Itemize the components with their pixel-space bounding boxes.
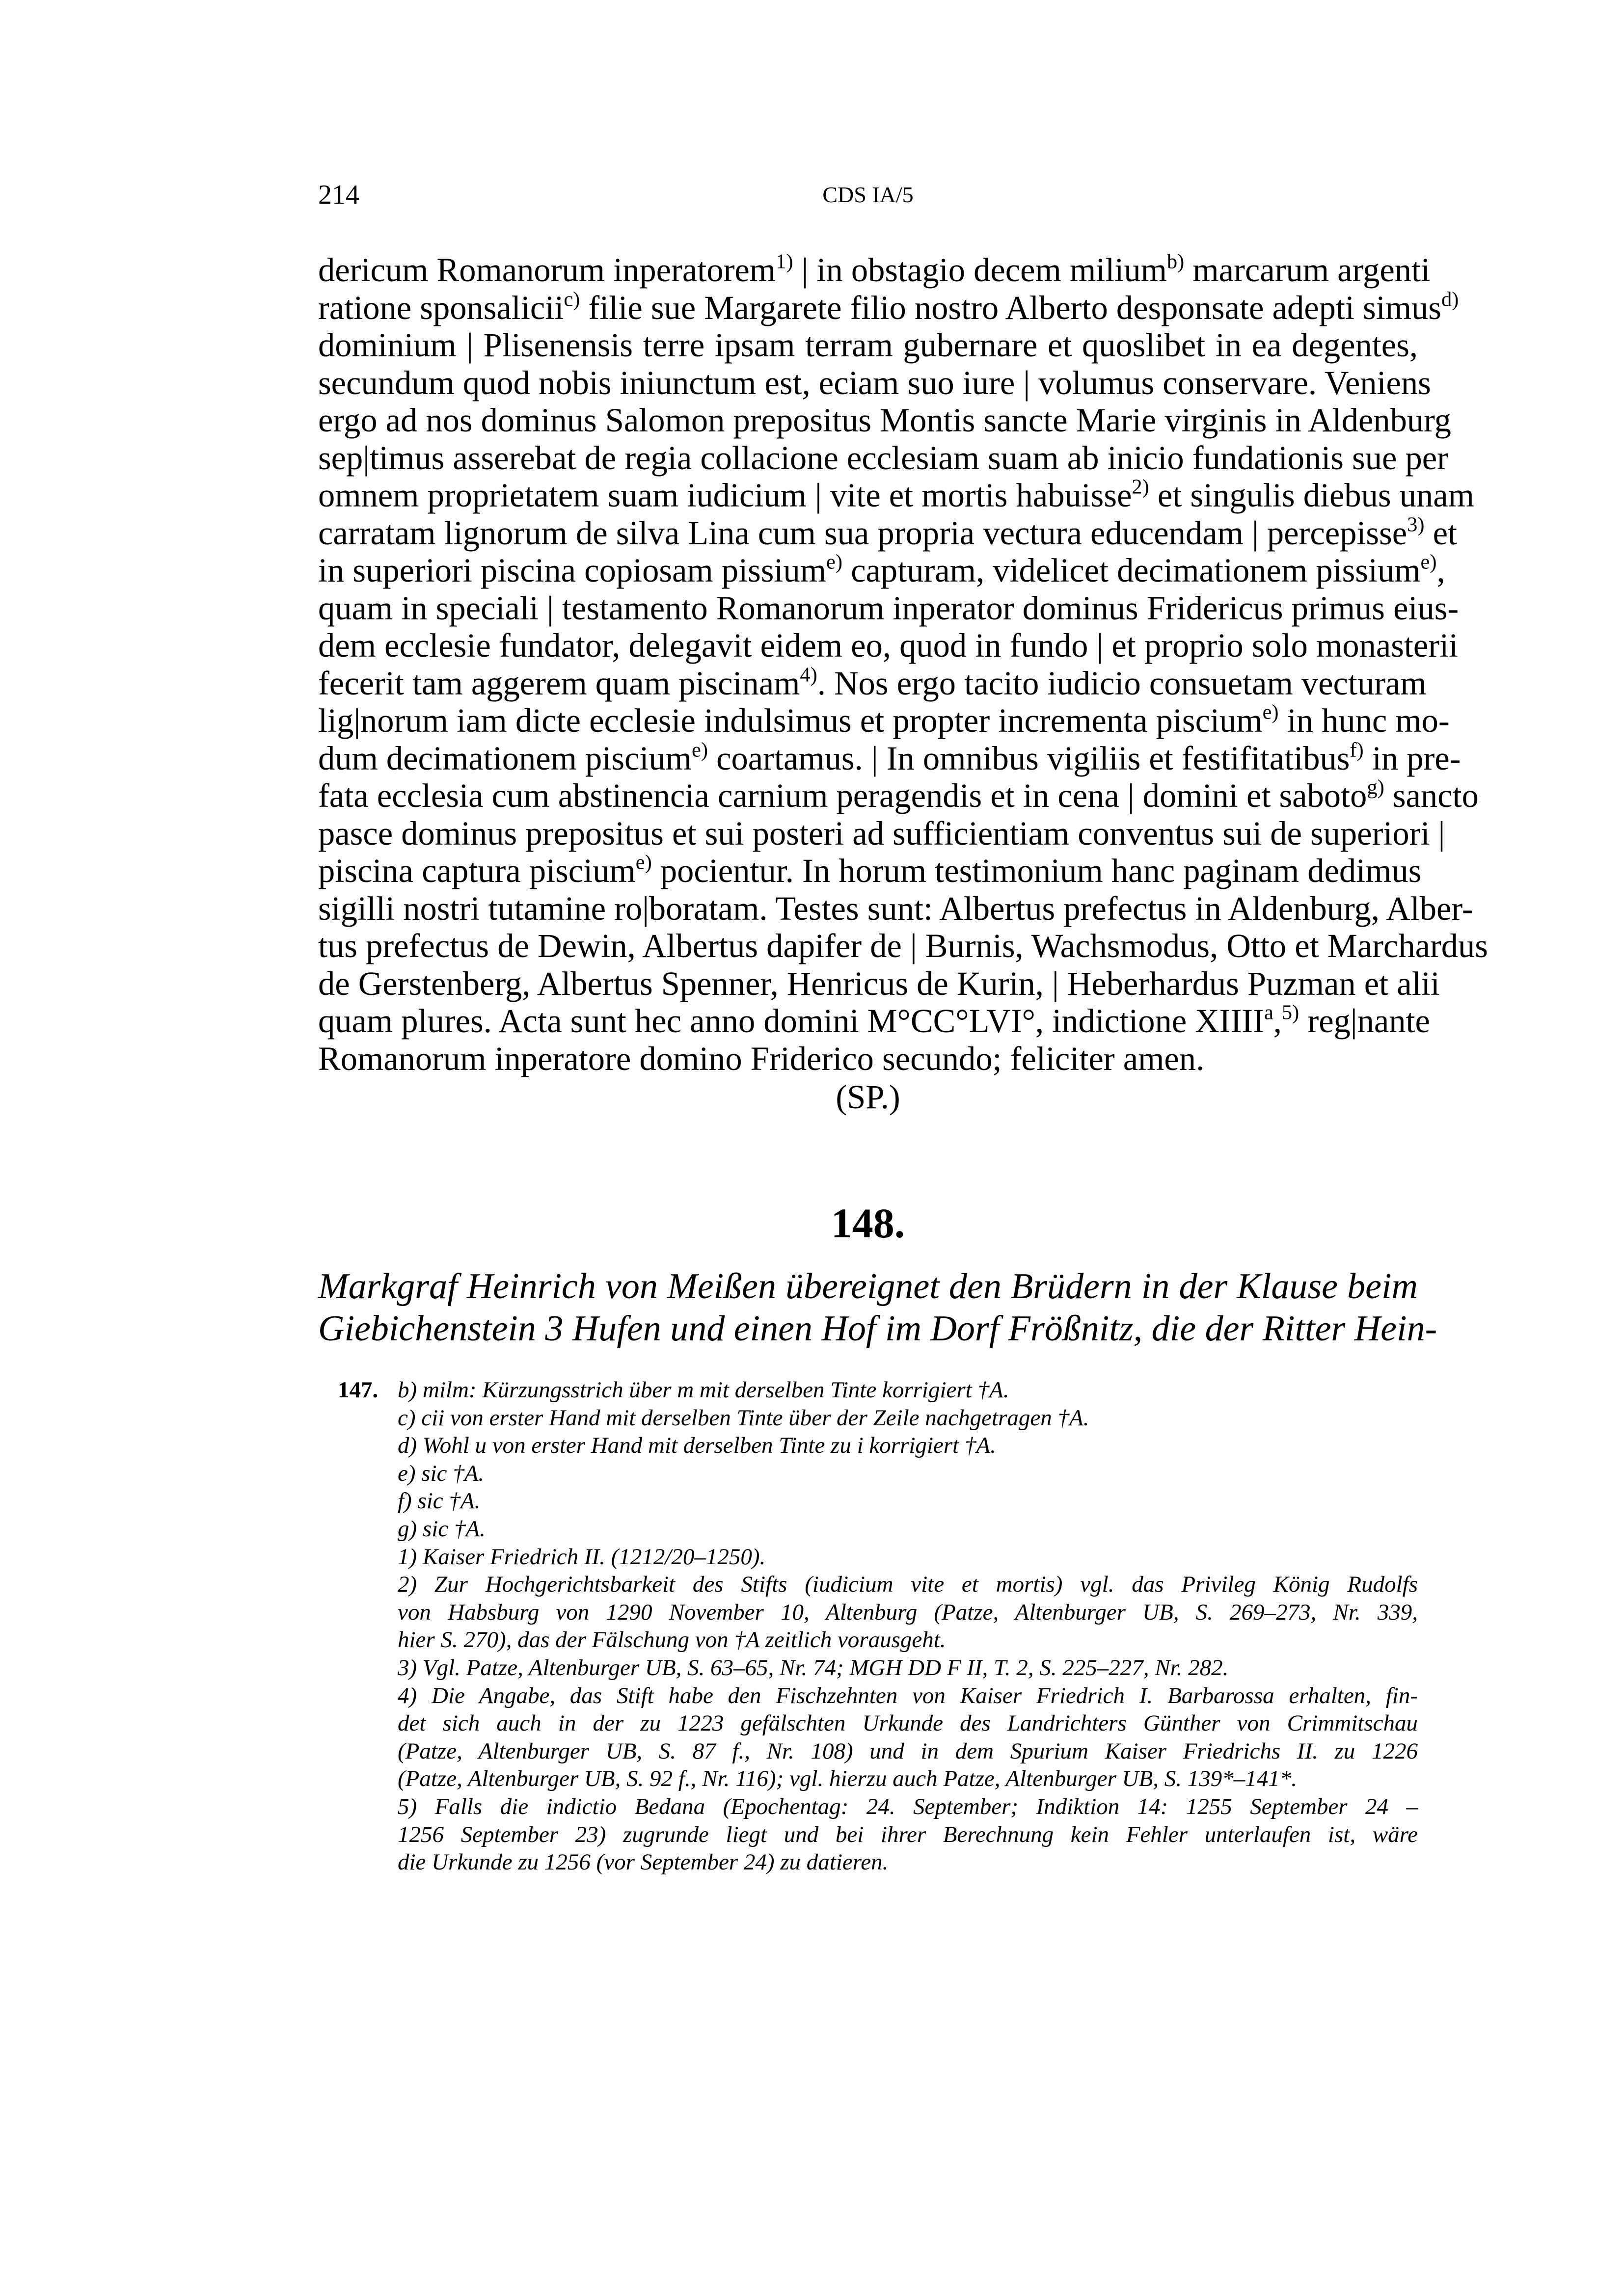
text-run: capturam, videlicet decimationem pissium xyxy=(842,552,1421,589)
text-run: de Gerstenberg, Albertus Spenner, Henricus de Kurin, | Heberhardus Puzman et alii xyxy=(318,964,1440,1002)
text-line xyxy=(318,288,1459,327)
text-line xyxy=(318,889,1473,928)
text-line xyxy=(318,1001,1430,1040)
footnote-marker: c) xyxy=(564,288,580,311)
text-run: dericum Romanorum inperatorem xyxy=(318,251,776,289)
footnote-line xyxy=(318,1737,1418,1765)
page-number: 214 xyxy=(318,180,359,210)
footnote-line xyxy=(318,1571,1418,1599)
text-line xyxy=(318,627,1459,665)
regest-summary xyxy=(318,1265,1437,1350)
text-run: marcarum argenti xyxy=(1184,251,1431,289)
text-run: in pre- xyxy=(1363,739,1461,777)
regest-line: Giebichenstein 3 Hufen und einen Hof im Dorf Frößnitz, die der Ritter Hein- xyxy=(318,1308,1437,1349)
text-run: Romanorum inperatore domino Friderico secundo; feliciter amen. xyxy=(318,1040,1205,1077)
text-run: tus prefectus de Dewin, Albertus dapifer de | Burnis, Wachsmodus, Otto et Marchardus xyxy=(318,927,1488,964)
footnote-text: e) sic †A. xyxy=(398,1460,485,1486)
footnote-text: 3) Vgl. Patze, Altenburger UB, S. 63–65, Nr. 74; MGH DD F II, T. 2, S. 225–227, Nr. 282. xyxy=(398,1655,1229,1681)
footnote-line xyxy=(318,1765,1418,1793)
footnote-text: von Habsburg von 1290 November 10, Altenburg (Patze, Altenburger UB, S. 269–273, Nr. 339, xyxy=(398,1599,1418,1625)
text-line xyxy=(318,927,1488,965)
footnote-marker: b) xyxy=(1166,250,1185,273)
charter-text xyxy=(318,250,1488,1116)
text-run: reg|nante xyxy=(1299,1002,1430,1040)
footnote-line xyxy=(318,1848,1418,1876)
text-run: filie sue Margarete filio nostro Alberto desponsate adepti simus xyxy=(580,289,1441,326)
footnote-line xyxy=(318,1821,1418,1849)
text-line xyxy=(318,401,1451,439)
footnote-marker: 3) xyxy=(1407,513,1425,536)
footnote-marker: g) xyxy=(1367,775,1384,799)
footnote-line xyxy=(318,1543,1418,1571)
footnote-line xyxy=(318,1793,1418,1821)
footnote-text: 1) Kaiser Friedrich II. (1212/20–1250). xyxy=(398,1544,766,1570)
text-line xyxy=(318,738,1461,777)
text-line xyxy=(318,364,1431,402)
text-line xyxy=(318,700,1450,740)
text-run: ratione sponsalicii xyxy=(318,289,564,326)
regest-line: Markgraf Heinrich von Meißen übereignet den Brüdern in der Klause beim xyxy=(318,1266,1418,1307)
text-run: et singulis diebus unam xyxy=(1149,477,1474,514)
footnote-text: 5) Falls die indictio Bedana (Epochentag: 24. September; Indiktion 14: 1255 September 24 – xyxy=(398,1793,1418,1819)
text-run: , xyxy=(1273,1002,1282,1040)
footnote-marker: a xyxy=(1264,1001,1273,1024)
footnote-line xyxy=(318,1654,1418,1682)
footnote-marker: d) xyxy=(1441,288,1459,311)
text-run: omnem proprietatem suam iudicium | vite et mortis habuisse xyxy=(318,477,1132,514)
text-run: quam plures. Acta sunt hec anno domini M°CC°LVI°, indictione XIIII xyxy=(318,1002,1264,1040)
text-run: sep|timus asserebat de regia collacione ecclesiam suam ab inicio fundationis sue per xyxy=(318,439,1448,477)
footnote-marker: 2) xyxy=(1132,475,1149,499)
text-run: ergo ad nos dominus Salomon prepositus Montis sancte Marie virginis in Aldenburg xyxy=(318,401,1451,439)
footnote-line xyxy=(318,1432,1418,1460)
footnote-marker: e) xyxy=(826,550,842,574)
footnote-text: (Patze, Altenburger UB, S. 92 f., Nr. 116); vgl. hierzu auch Patze, Altenburger UB, S. 139*–141*. xyxy=(398,1766,1297,1792)
footnote-line xyxy=(318,1599,1418,1627)
text-line xyxy=(318,964,1440,1003)
footnote-text: f) sic †A. xyxy=(398,1488,481,1514)
text-run: coartamus. | In omnibus vigiliis et festifitatibus xyxy=(707,739,1350,777)
footnote-line xyxy=(318,1376,1418,1404)
text-run: dum decimationem piscium xyxy=(318,739,692,777)
footnote-line xyxy=(318,1404,1418,1432)
footnote-marker: 1) xyxy=(776,250,793,273)
footnote-text: die Urkunde zu 1256 (vor September 24) zu datieren. xyxy=(398,1849,889,1875)
footnote-marker: e) xyxy=(1420,550,1437,574)
text-line xyxy=(318,475,1474,514)
footnote-marker: e) xyxy=(1262,700,1279,724)
footnote-marker: 4) xyxy=(800,663,817,687)
text-line xyxy=(318,589,1459,627)
footnote-text: det sich auch in der zu 1223 gefälschten Urkunde des Landrichters Günther von Crimmitschau xyxy=(398,1710,1418,1736)
footnote-text: g) sic †A. xyxy=(398,1516,486,1542)
footnote-line xyxy=(318,1626,1418,1654)
text-line xyxy=(318,439,1448,477)
footnote-ref-number: 147. xyxy=(338,1377,379,1403)
text-line xyxy=(318,775,1479,815)
footnote-line xyxy=(318,1460,1418,1488)
text-line xyxy=(318,250,1431,289)
text-run: in hunc mo- xyxy=(1278,702,1450,739)
text-run: carratam lignorum de silva Lina cum sua propria vectura educendam | percepisse xyxy=(318,514,1407,552)
text-line xyxy=(318,1040,1418,1078)
footnote-text: d) Wohl u von erster Hand mit derselben Tinte zu i korrigiert †A. xyxy=(398,1433,996,1459)
text-run: . Nos ergo tacito iudicio consuetam vecturam xyxy=(817,664,1427,702)
footnote-text: b) milm: Kürzungsstrich über m mit derselben Tinte korrigiert †A. xyxy=(398,1377,1009,1403)
text-line xyxy=(318,513,1458,552)
text-run: quam in speciali | testamento Romanorum inperator dominus Fridericus primus eius- xyxy=(318,589,1459,627)
footnote-text: 4) Die Angabe, das Stift habe den Fischzehnten von Kaiser Friedrich I. Barbarossa erhalten, fin- xyxy=(398,1682,1418,1709)
text-run: lig|norum iam dicte ecclesie indulsimus et propter incrementa piscium xyxy=(318,702,1263,739)
footnotes xyxy=(318,1376,1418,1876)
footnote-line xyxy=(318,1487,1418,1515)
footnote-text: (Patze, Altenburger UB, S. 87 f., Nr. 108) und in dem Spurium Kaiser Friedrichs II. zu 1226 xyxy=(398,1738,1418,1764)
seal-mark: (SP.) xyxy=(836,1078,900,1116)
text-line xyxy=(318,814,1445,853)
text-run: et xyxy=(1424,514,1458,552)
footnote-text: hier S. 270), das der Fälschung von †A zeitlich vorausgeht. xyxy=(398,1627,946,1653)
text-run: fata ecclesia cum abstinencia carnium peragendis et in cena | domini et saboto xyxy=(318,777,1367,814)
footnote-line xyxy=(318,1682,1418,1710)
running-title: CDS IA/5 xyxy=(822,182,914,207)
text-run: dominium | Plisenensis terre ipsam terram gubernare et quoslibet in ea degentes, xyxy=(318,326,1418,364)
text-run: | in obstagio decem milium xyxy=(793,251,1167,289)
text-run: , xyxy=(1436,552,1445,589)
text-line xyxy=(318,550,1445,589)
text-run: piscina captura piscium xyxy=(318,852,636,889)
footnote-marker: e) xyxy=(635,851,652,874)
text-run: pocientur. In horum testimonium hanc paginam dedimus xyxy=(651,852,1422,889)
page-header xyxy=(318,178,1418,217)
document-number: 148. xyxy=(831,1200,905,1247)
footnote-marker: f) xyxy=(1350,738,1364,762)
text-run: dem ecclesie fundator, delegavit eidem eo, quod in fundo | et proprio solo monasterii xyxy=(318,627,1459,664)
text-run: secundum quod nobis iniunctum est, eciam suo iure | volumus conservare. Veniens xyxy=(318,364,1431,401)
footnote-text: c) cii von erster Hand mit derselben Tinte über der Zeile nachgetragen †A. xyxy=(398,1405,1089,1431)
footnote-marker: e) xyxy=(691,738,708,762)
footnote-line xyxy=(318,1709,1418,1737)
text-line xyxy=(318,851,1422,890)
text-line xyxy=(318,326,1418,364)
text-run: sancto xyxy=(1384,777,1479,814)
text-run: fecerit tam aggerem quam piscinam xyxy=(318,664,800,702)
text-run: pasce dominus prepositus et sui posteri ad sufficientiam conventus sui de superiori | xyxy=(318,814,1445,852)
footnote-line xyxy=(318,1515,1418,1543)
footnote-marker: 5) xyxy=(1281,1001,1299,1024)
footnote-text: 2) Zur Hochgerichtsbarkeit des Stifts (iudicium vite et mortis) vgl. das Privileg König Rudolfs xyxy=(398,1572,1418,1598)
text-run: sigilli nostri tutamine ro|boratam. Testes sunt: Albertus prefectus in Aldenburg, Alber- xyxy=(318,889,1473,927)
text-run: in superiori piscina copiosam pissium xyxy=(318,552,826,589)
footnote-text: 1256 September 23) zugrunde liegt und bei ihrer Berechnung kein Fehler unterlaufen ist, wäre xyxy=(398,1821,1418,1847)
text-line xyxy=(318,663,1427,702)
